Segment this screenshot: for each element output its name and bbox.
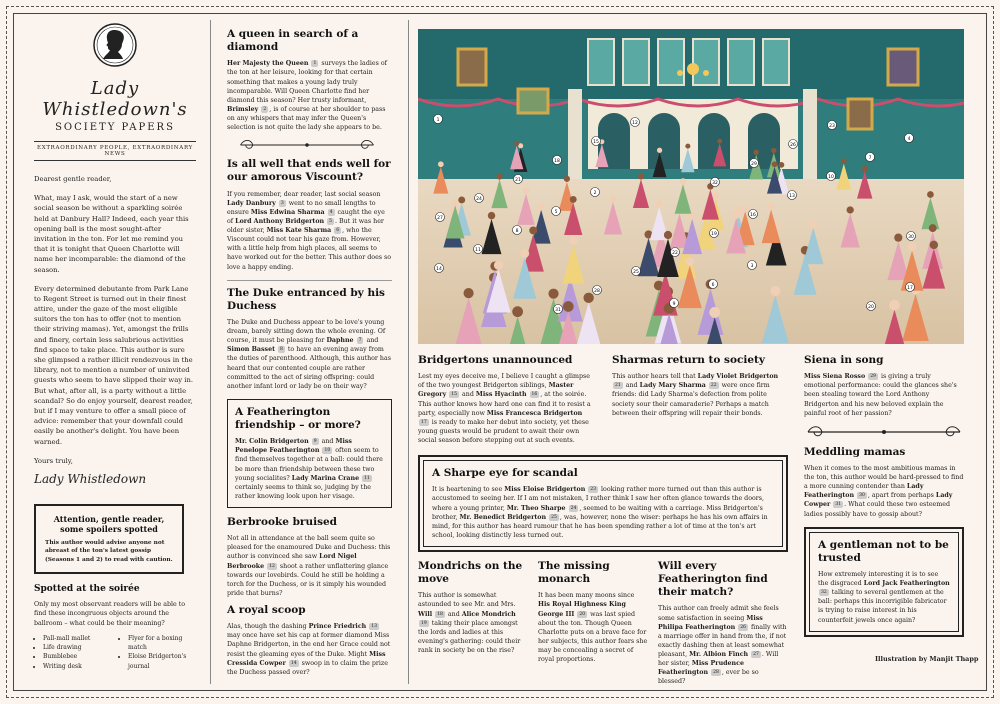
article-bridgertons [418,354,594,451]
name: Her Majesty the Queen [227,60,309,68]
article-title: Is all well that ends well for our amorous Viscount? [227,158,391,184]
ref-number: 15 [451,392,458,398]
article-title: The missing monarch [538,560,610,586]
article-title: A Featherington friendship – or more? [235,405,361,431]
article-body [227,534,392,598]
number-marker-label: 18 [554,158,560,164]
text: shoot a rather unflattering glance towards our lovebirds. Could he still be holding a torch for the Duchess, or is it simply his wounded pride that burns? [227,562,389,597]
article-royal-scoop [227,604,392,677]
text: Lest my eyes deceive me, I believe I caught a glimpse of the two youngest Bridgerton siblings, [418,373,590,390]
number-marker [554,305,563,314]
text: may once have set his cap at former diamond Miss Daphne Bridgerton, in the end her Grace could not resist the gleaming eyes of the Duke. Might [227,632,391,658]
text: It is heartening to see [432,486,503,494]
cameo-emblem [34,22,196,72]
text: Alas, though the dashing [227,623,307,631]
number-marker [905,134,914,143]
number-marker [592,137,601,146]
ref-number: 6 [336,228,340,233]
number-marker [434,115,443,124]
name: Miss Hyacinth [475,391,527,399]
name: Lady Cowper [804,492,953,509]
number-marker-label: 23 [829,123,835,129]
ref-number: 30 [859,493,865,499]
name: Miss Siena Rosso [804,373,866,381]
article-title: Meddling mamas [804,445,906,458]
number-marker-label: 16 [750,212,756,218]
ballroom-illustration [418,29,964,344]
article-title: Siena in song [804,354,884,366]
signature: Lady Whistledown [34,471,147,486]
letter-greeting: Dearest gentle reader, [34,175,112,183]
name: Lady Violet Bridgerton [697,373,779,381]
sharpe-box-inner [423,460,783,547]
text: and [462,391,474,399]
article-body [235,437,384,501]
illustration-credit: Illustration by Manjit Thapp [875,655,979,663]
number-marker-label: 6 [711,282,715,288]
number-marker [827,172,836,181]
number-marker [436,213,445,222]
number-marker-label: 19 [711,231,717,237]
text: were once firm friends: did Lady Sharma's defection from polite society sour their camaraderie? Perhaps a match between their offspring will repair their bonds. [612,382,770,417]
spotted-list-right [119,634,196,671]
number-marker-label: 21 [515,177,521,183]
article-monarch [538,560,648,693]
text: and [321,438,334,446]
name: Lady Mary Sharma [639,382,706,390]
text: to have an evening away from the duties of parenthood. Although, this author has heard that our contented couple are rather committed to the act of siring offspring: could another infant lord or lady be on their way? [227,346,391,390]
text: and [366,337,379,345]
column-rule [210,20,211,684]
article-mamas [804,446,964,519]
name: Miss Prudence Featherington [658,660,744,677]
name: Lady Featherington [804,483,924,500]
number-marker-label: 7 [868,155,872,161]
text: is ready to make her debut into society, yet these young guests would be prudent to await their own social season before stepping out at such events. [418,418,589,444]
article-title: Berbrooke bruised [227,516,338,528]
text: and [625,382,638,390]
text: , ever be so blessed? [658,669,759,686]
number-marker-label: 20 [868,304,874,310]
number-marker [907,232,916,241]
article-title: A Sharpe eye for scandal [432,467,578,480]
text: How extremely interesting it is to see the disgraced [818,570,939,587]
number-marker [711,178,720,187]
gentleman-box-inner [809,532,959,632]
number-marker-label: 2 [593,190,597,196]
number-marker [593,286,602,295]
name: Miss Kate Sharma [266,227,332,234]
name: Lady Danbury [227,199,276,207]
number-marker [866,153,875,162]
number-marker [475,194,484,203]
ref-number: 28 [713,670,719,676]
flourish-divider-icon [227,138,387,152]
number-marker [750,159,759,168]
name: Daphne [326,337,354,345]
name: Miss Francesca Bridgerton [486,409,583,417]
ref-number: 8 [280,347,283,353]
number-marker [631,118,640,127]
name: Lord Jack Featherington [863,580,950,587]
list-item: • Pall-mall mallet [43,634,111,643]
number-marker-label: 1 [436,117,440,123]
ref-number: 19 [421,620,427,626]
spotted-list-left [34,634,111,671]
spotted-intro: Only my most observant readers will be able to find these incongruous objects around the ballroom – what could be their meaning? [34,601,186,627]
sharpe-box [418,455,788,552]
name: Master Gregory [418,382,574,399]
article-body [804,372,964,418]
number-marker [474,245,483,254]
name: Simon Basset [227,346,275,354]
number-marker-label: 13 [789,193,795,199]
ref-number: 12 [269,563,275,569]
ref-number: 16 [531,392,538,398]
spotted-section [34,584,196,671]
number-marker-label: 14 [436,266,442,272]
number-marker-label: 22 [672,250,678,256]
number-marker-label: 10 [828,174,834,180]
number-marker [710,229,719,238]
number-marker [789,140,798,149]
text: Not all in attendance at the ball seem quite so pleased for the enamoured Duke and Duchess: this author is convinced she saw [227,535,391,561]
name: Alice Mondrich [461,610,516,618]
letter-signoff: Yours truly, [34,456,73,465]
ref-number: 9 [313,439,317,445]
text: surveys the ladies of the ton at her leisure, looking for that certain something that makes a young lady truly incomparable. Will Queen Charlotte find her diamond this season? Her trusty informant, [227,60,387,104]
article-title: Mondrichs on the move [418,560,523,586]
ref-number: 27 [753,652,759,657]
silhouette-cameo-icon [92,22,138,68]
text: . What could these two esteemed ladies possibly have to gossip about? [804,501,951,518]
number-marker-label: 28 [594,288,600,294]
article-title: Sharmas return to society [612,354,765,366]
name: Mr. Theo Sharpe [506,504,566,512]
number-marker-label: 15 [593,139,599,145]
text: was last spied about the ton. Though Queen Charlotte puts on a brave face for her subjects, this author fears she may be concealing a secret of royal proportions. [538,610,648,664]
divider [227,280,392,281]
name: Miss Philipa Featherington [658,614,763,631]
ballroom-scene-icon [418,29,964,344]
text: went to no small lengths to ensure [227,199,376,216]
text: often seem to find themselves together at a ball: could there be more than friendship between these two young socialites? [235,447,383,482]
text: looking rather more turned out than this author is accustomed to seeing her. If I am not mistaken, I rather think I saw her often glance towards the doors, where a young printer, [432,486,765,512]
number-marker-label: 5 [554,209,558,215]
text: caught the eye of [227,208,385,225]
text: talking to several gentlemen at the ball: perhaps this incorrigible fabricator is trying to raise interest in his counterfeit jewels once again? [818,589,947,624]
article-queen [227,28,392,132]
text: The Duke and Duchess appear to be love's young dream, barely sitting down the whole evening. Of course, it must be pleasing for [227,318,386,345]
article-body [804,464,964,519]
letter-paragraph: Every determined debutante from Park Lane to Regent Street is turned out in their finest attire, under the gaze of the most eligible suitors the ton has to offer (not to mention their striving mamas). Yet, amongst the frills and finery, certain less salubrious activities find space to take place. This author is sure she glimpsed a rather illicit rendezvous in the library, not to mention a number of uninvited guests who seem to have slipped their way in. But what, after all, is a party without a little scandal? So do enjoy yourself, dearest reader, but if I may venture to offer a small piece of advice: remember that your downfall could easily be another's delight. You have been warned. [34,284,194,446]
ref-number: 29 [870,374,876,380]
column-masthead [34,22,196,671]
number-marker [828,121,837,130]
text: , who the Viscount could not tear his gaze from. However, with a little help from high places, all seems to have worked out for the better. This author does so love a happy ending. [227,227,392,271]
ref-number: 2 [263,106,267,112]
text: , is of course at her shoulder to pass on any whispers that may infer the Queen's selection is not quite the lady she appears to be. [227,105,386,132]
name: Brimsley [227,105,259,113]
ref-number: 25 [551,514,557,520]
ref-number: 23 [590,487,597,493]
list-item: • Bumblebee [43,652,111,661]
ref-number: 18 [437,611,443,617]
number-marker [709,280,718,289]
article-body [227,318,392,391]
text: This author hears tell that [612,373,696,381]
article-body [658,604,788,686]
number-marker-label: 4 [907,136,911,142]
name: Will [418,610,433,618]
text: is giving a truly emotional performance: could the glances she's been stealing toward the Lord Anthony Bridgerton and his new beloved explain the painful root of her passion? [804,373,957,417]
text: , was, however, none the wiser: perhaps he has his own affairs in mind, for this author has heard rumour that he has been spending rather a lot of time at the ton's art school, looking distinctly less turned out. [432,513,768,539]
ref-number: 17 [421,419,427,425]
number-marker-label: 8 [515,228,519,234]
number-marker [552,207,561,216]
text: When it comes to the most ambitious mamas in the ton, this author would be hard-pressed to find a more cunning contender than [804,464,964,491]
name: Miss Penelope Featherington [235,438,352,455]
article-featherington-match [658,560,788,693]
name: Lord Nigel Berbrooke [227,553,357,570]
number-marker [553,156,562,165]
text: finally with a marriage offer in hand from the, if not exactly dashing then at least somewhat pleasant, [658,623,787,658]
opening-letter [34,174,196,486]
article-body [227,190,392,272]
article-body [612,372,788,418]
article-body [538,591,648,664]
featherington-box [227,399,392,508]
number-marker-label: 26 [790,142,796,148]
ref-number: 24 [570,505,577,511]
gentleman-box [804,527,964,637]
masthead-subtitle: SOCIETY PAPERS [55,122,175,133]
name: His Royal Highness King George III [538,601,626,618]
number-marker-label: 32 [712,180,718,186]
row-bottom [418,560,788,693]
text: swoop in to claim the prize the Duchess passed over? [227,659,388,676]
ref-number: 20 [579,611,586,617]
article-title: A queen in search of a diamond [227,28,359,54]
number-marker-label: 25 [633,269,639,275]
spotted-lists [34,634,196,671]
number-marker-label: 12 [632,120,638,126]
number-marker [749,210,758,219]
number-marker-label: 9 [672,301,676,307]
ref-number: 32 [821,590,827,596]
number-marker-label: 27 [437,215,443,221]
row-top [418,354,788,451]
name: Lady Marina Crane [291,474,360,482]
number-marker [632,267,641,276]
number-marker [906,283,915,292]
article-siena [804,354,964,418]
column-four [804,354,964,637]
number-marker [671,248,680,257]
name: Lord Anthony Bridgerton [235,217,325,225]
text: It has been many moons since [538,592,635,600]
list-item: • Life drawing [43,643,111,652]
number-marker [591,188,600,197]
text: This author is somewhat astounded to see Mr. and Mrs. [418,592,516,609]
text: certainly seems to think so, judging by the rather knowing look upon her visage. [235,483,371,500]
ref-number: 22 [710,383,717,389]
ref-number: 11 [364,475,370,481]
text: If you remember, dear reader, last social season [227,190,381,198]
ref-number: 31 [835,502,842,508]
number-marker [670,299,679,308]
column-rule [408,20,409,684]
name: Miss Edwina Sharma [250,208,325,216]
ref-number: 26 [740,624,746,630]
spoiler-body: This author would advise anyone not abreast of the ton's latest gossip (Seasons 1 and 2) to read with caution. [45,539,173,563]
number-marker-label: 3 [750,263,754,269]
number-marker-label: 24 [476,196,482,202]
article-body [227,59,392,132]
number-marker-label: 17 [907,285,913,291]
ref-number: 3 [280,200,284,206]
column-two [227,28,392,683]
article-body [418,372,594,445]
masthead-tagline: EXTRAORDINARY PEOPLE, EXTRAORDINARY NEWS [34,141,196,161]
number-marker-label: 29 [751,161,757,167]
ref-number: 5 [329,218,332,224]
ref-number: 1 [313,61,317,67]
article-mondrichs [418,560,528,693]
text: , seemed to be waiting with a carriage. Miss Bridgerton's brother, [432,504,763,521]
flourish-divider-icon [804,424,964,440]
article-title: Will every Featherington find their match? [658,560,768,599]
text: and [447,610,460,618]
text: taking their place amongst the lords and ladies at this evening's gathering: could their rank in society be on the rise? [418,619,521,654]
article-sharmas [612,354,788,451]
number-marker-label: 31 [555,307,561,313]
name: Mr. Colin Bridgerton [235,438,309,446]
ref-number: 14 [290,660,297,666]
name: Prince Friedrich [308,623,367,631]
article-berbrooke [227,516,392,598]
spoiler-title: Attention, gentle reader, some spoilers spotted [53,513,165,534]
article-title: A royal scoop [227,604,306,616]
name: Mr. Benedict Bridgerton [459,513,547,521]
article-body [418,591,528,655]
text: . But it was her older sister, [227,217,384,234]
ref-number: 7 [358,338,362,344]
masthead-title: Lady Whistledown's [42,78,188,120]
article-body [227,622,392,677]
name: Miss Eloise Bridgerton [504,486,586,494]
article-duke [227,287,392,391]
number-marker [867,302,876,311]
number-marker [748,261,757,270]
spotted-title: Spotted at the soirée [34,584,140,595]
number-marker [514,175,523,184]
column-three [418,354,788,693]
ref-number: 10 [324,448,331,454]
article-title: Bridgertons unannounced [418,354,573,366]
number-marker [435,264,444,273]
text: , at the soirée. This author knows how hard one can find it to resist a party, especially now [418,391,591,417]
number-marker-label: 30 [908,234,914,240]
list-item: • Eloise Bridgerton's journal [128,652,196,671]
article-viscount [227,158,392,271]
text: This author can freely admit she feels some satisfaction in seeing [658,605,779,622]
article-title: A gentleman not to be trusted [818,538,949,564]
list-item: • Writing desk [43,662,111,671]
letter-paragraph: What, may I ask, would the start of a new social season be without a sparkling soirée held at Danbury Hall? Indeed, each year this opening ball is the most sought-after invitation in the ton. For let me remind you that it is tonight that Queen Charlotte will name her incomparable: the diamond of the season. [34,194,189,274]
article-body [818,570,950,625]
number-marker [513,226,522,235]
number-marker-label: 11 [475,247,481,253]
text: , apart from perhaps [867,492,934,500]
name: Mr. Albion Finch [689,651,749,658]
ref-number: 4 [329,209,333,215]
article-body [432,485,774,540]
name: Miss Cressida Cowper [227,650,386,667]
ref-number: 21 [615,383,621,389]
spoiler-box [34,504,184,574]
list-item: • Flyer for a boxing match [128,634,196,653]
number-marker [788,191,797,200]
article-title: The Duke entranced by his Duchess [227,286,385,312]
text: . Will her sister, [658,651,779,668]
ref-number: 13 [371,624,377,630]
